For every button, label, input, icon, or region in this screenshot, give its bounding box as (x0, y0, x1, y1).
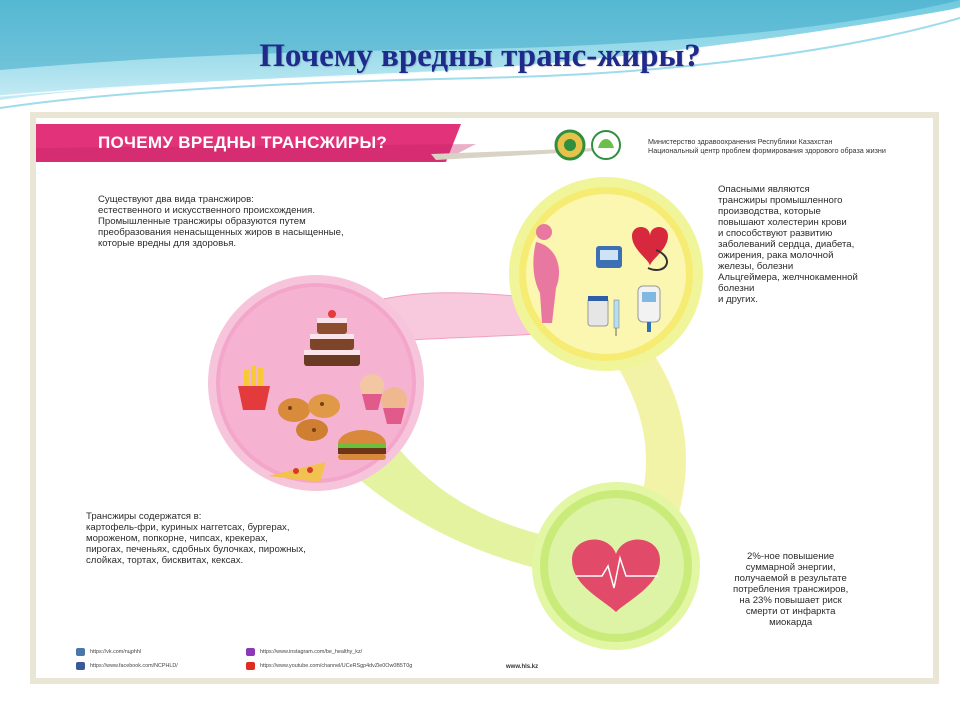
poster-inner (36, 118, 933, 678)
energy-line: на 23% повышает риск (739, 595, 842, 606)
energy-line: 2%-ное повышение (747, 551, 835, 562)
energy-line: потребления трансжиров, (733, 584, 849, 595)
ministry-line: Министерство здравоохранения Республики Казахстан (648, 137, 833, 146)
vk-icon (76, 648, 85, 656)
intro-line: Существуют два вида трансжиров: (98, 194, 254, 205)
youtube-link[interactable]: https://www.youtube.com/channel/UCeRSgp4dvZle0Ow0B5T0g (260, 663, 413, 669)
intro-line: естественного и искусственного происхождения. (98, 205, 316, 216)
energy-line: миокарда (769, 617, 813, 628)
intro-line: которые вредны для здоровья. (98, 238, 237, 249)
tonometer-icon (596, 246, 622, 268)
pill-bottle-icon (588, 296, 608, 326)
poster (30, 112, 939, 684)
burger-icon (338, 430, 386, 460)
energy-line: суммарной энергии, (745, 562, 836, 573)
danger-line: ожирения, рака молочной (718, 250, 834, 261)
ministry-caption (648, 137, 908, 155)
danger-line: железы, болезни (718, 261, 794, 272)
danger-line: повышают холестерин крови (718, 217, 847, 228)
found-line: Трансжиры содержатся в: (86, 511, 202, 522)
energy-line: получаемой в результате (734, 573, 847, 584)
danger-line: и способствуют развитию (718, 228, 833, 239)
danger-line: Опасными являются (718, 184, 810, 195)
slide-title: Почему вредны транс-жиры? (259, 38, 701, 74)
intro-line: Промышленные трансжиры образуются путем (98, 216, 306, 227)
danger-line: заболеваний сердца, диабета, (718, 239, 855, 250)
youtube-icon (246, 662, 255, 670)
vk-link[interactable]: https://vk.com/nцphhl (90, 649, 142, 655)
found-in-text (86, 511, 306, 566)
energy-text (733, 551, 848, 628)
danger-line: производства, которые (718, 206, 821, 217)
found-line: картофель-фри, куриных наггетсах, бургерах, (86, 522, 290, 533)
instagram-icon (246, 648, 255, 656)
energy-line: смерти от инфаркта (745, 606, 836, 617)
intro-text (98, 194, 344, 249)
danger-line: и других. (718, 294, 758, 305)
instagram-link[interactable]: https://www.instagram.com/be_healthy_kz/ (260, 649, 363, 655)
danger-line: трансжиры промышленного (718, 195, 843, 206)
kazakhstan-emblem-icon (556, 131, 584, 159)
health-center-logo-icon (592, 131, 620, 159)
website-link[interactable]: www.hls.kz (506, 664, 539, 670)
danger-line: Альцгеймера, желчнокаменной (718, 272, 858, 283)
danger-line: болезни (718, 283, 755, 294)
ministry-line: Национальный центр проблем формирования здорового образа жизни (648, 146, 886, 155)
facebook-link[interactable]: https://www.facebook.com/NCPHLD/ (90, 663, 178, 669)
found-line: мороженом, попкорне, чипсах, крекерах, (86, 533, 268, 544)
facebook-icon (76, 662, 85, 670)
danger-text (718, 184, 858, 305)
found-line: пирогах, печеньях, сдобных булочках, пирожных, (86, 544, 306, 555)
poster-banner-title: ПОЧЕМУ ВРЕДНЫ ТРАНСЖИРЫ? (98, 133, 388, 152)
intro-line: преобразования ненасыщенных жиров в насыщенные, (98, 227, 344, 238)
found-line: слойках, тортах, бисквитах, кексах. (86, 555, 244, 566)
foods-circle (212, 279, 420, 487)
